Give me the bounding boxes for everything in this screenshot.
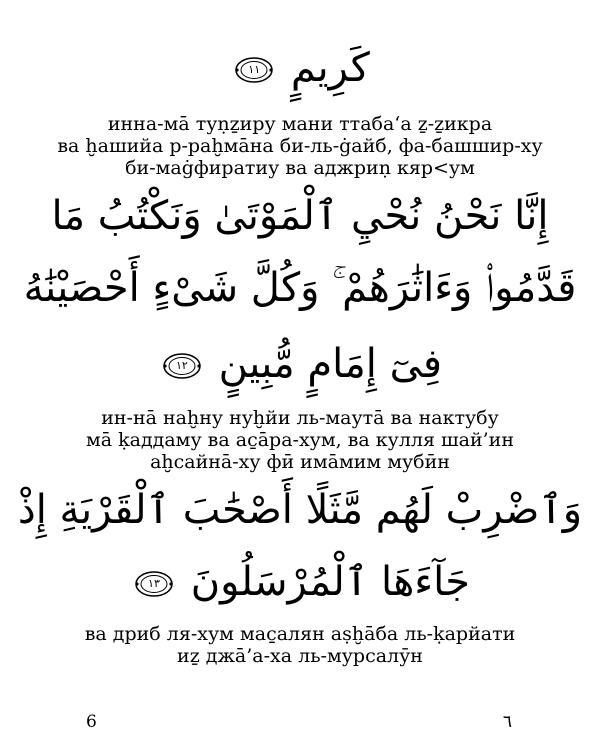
verse-number: ١١ xyxy=(248,63,261,76)
transliteration-line: иẕ джā’а-ха ль-мурсалӯн xyxy=(177,645,423,667)
arabic-line-5 xyxy=(0,484,600,536)
verse-end-marker-icon xyxy=(134,569,174,599)
arabic-text: وَٱضْرِبْ لَهُم مَّثَلًا أَصْحَٰبَ ٱلْقَرْيَةِ إِذْ xyxy=(17,487,583,533)
arabic-text: إِنَّا نَحْنُ نُحْيِ ٱلْمَوْتَىٰ وَنَكْتُبُ مَا xyxy=(51,193,549,239)
verse-end-marker-icon xyxy=(162,351,202,381)
transliteration-line: мā ḳаддаму ва ас̱āра-хум, ва кулля шай’ин xyxy=(85,429,515,451)
transliteration-line: инна-мā туṇẕиру мани ттаба‘а ẕ-ẕикра xyxy=(107,113,493,135)
page-number-left: 6 xyxy=(86,712,97,732)
transliteration-line: ин-нā наḫну нуḫйи ль-маутā ва нактубу xyxy=(101,407,499,429)
transliteration-block-2 xyxy=(0,407,600,473)
page-number-right: ٦ xyxy=(502,712,512,732)
transliteration-line: ва ḫашийа р-раḫмāна би-ль-ġайб, фа-башшир-ху xyxy=(57,135,543,157)
verse-number: ١٣ xyxy=(148,577,160,590)
arabic-line-2 xyxy=(0,190,600,242)
verse-number: ١٢ xyxy=(176,359,188,372)
arabic-line-3 xyxy=(0,262,600,314)
transliteration-line: ва дриб ля-хум мас̱алян аṣḫāба ль-ḳарйати xyxy=(84,623,516,645)
arabic-text: قَدَّمُوا۟ وَءَاثَٰرَهُمْ ۚ وَكُلَّ شَىْءٍ أَحْصَيْنَٰهُ xyxy=(23,265,577,311)
arabic-line-4 xyxy=(0,338,600,390)
arabic-line-6 xyxy=(0,556,600,608)
arabic-line-1 xyxy=(0,42,600,94)
arabic-text: جَآءَهَا ٱلْمُرْسَلُونَ xyxy=(190,559,471,605)
transliteration-line: аḫсайнā-ху фӣ имāмим мубӣн xyxy=(150,451,450,473)
verse-end-marker-icon xyxy=(234,55,274,85)
transliteration-block-3 xyxy=(0,623,600,667)
transliteration-line: би-маġфиратиу ва аджриṇ кяр<ум xyxy=(125,157,475,179)
arabic-text: فِىٓ إِمَامٍ مُّبِينٍ xyxy=(218,341,443,387)
arabic-text: كَرِيمٍ xyxy=(290,45,370,91)
transliteration-block-1 xyxy=(0,113,600,179)
